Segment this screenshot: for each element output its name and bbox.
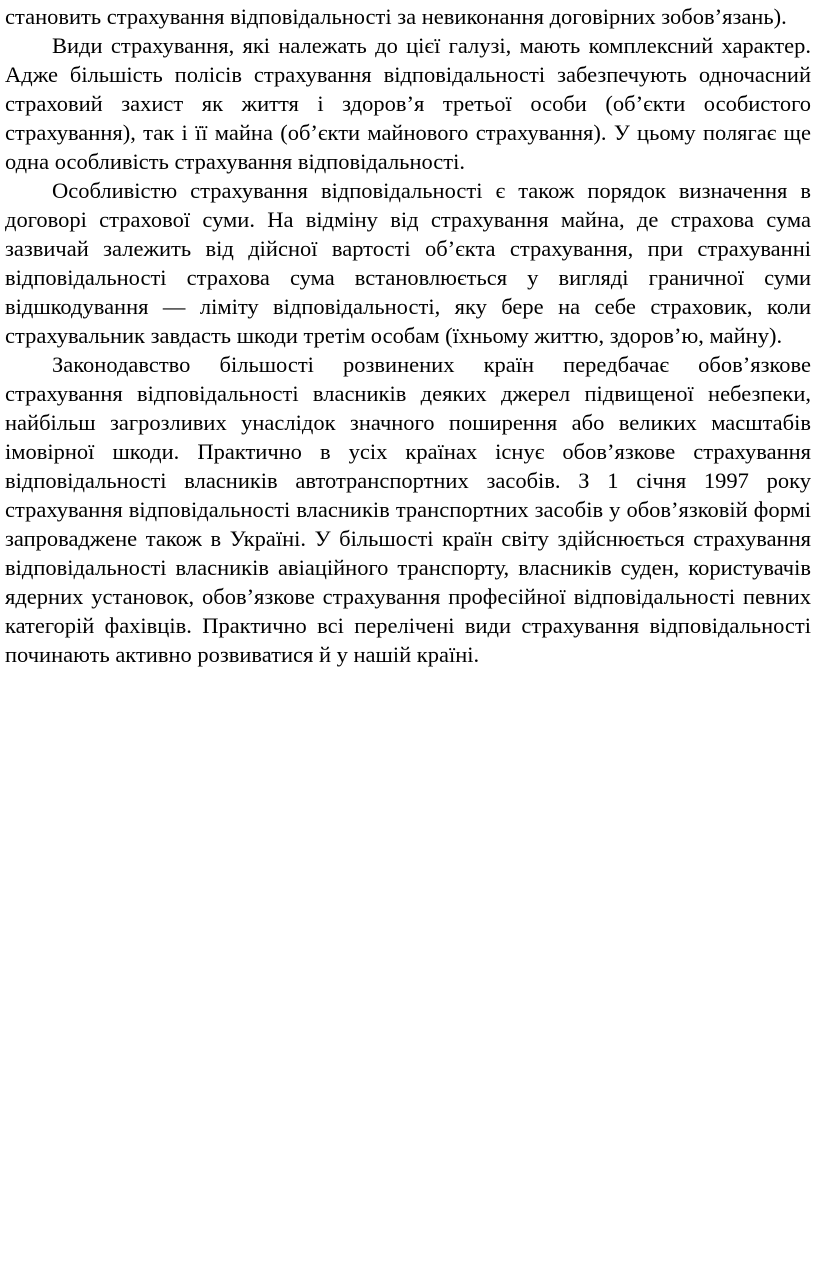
paragraph-complex-character: Види страхування, які належать до цієї галузі, мають комплексний характер. Адже більшість полісів страхування відповідальності забезпечують одночасний страховий захист як життя і здоров’я третьої особи (об’єкти особистого страхування), так і її майна (об’єкти майнового страхування). У цьому полягає ще одна особливість страхування відповідальності.	[5, 33, 811, 174]
paragraph-continuation: становить страхування відповідальності за невиконання договірних зобов’язань).	[5, 4, 787, 29]
document-body	[5, 2, 811, 669]
paragraph-mandatory-insurance: Законодавство більшості розвинених країн передбачає обов’язкове страхування відповідальності власників деяких джерел підвищеної небезпеки, найбільш загрозливих унаслідок значного поширення або великих масштабів імовірної шкоди. Практично в усіх країнах існує обов’язкове страхування відповідальності власників автотранспортних засобів. З 1 січня 1997 року страхування відповідальності власників транспортних засобів у обов’язковій формі запроваджене також в Україні. У більшості країн світу здійснюється страхування відповідальності власників авіаційного транспорту, власників суден, користувачів ядерних установок, обов’язкове страхування професійної відповідальності певних категорій фахівців. Практично всі перелічені види страхування відповідальності починають активно розвиватися й у нашій країні.	[5, 352, 811, 667]
paragraph-sum-insured: Особливістю страхування відповідальності є також порядок визначення в договорі страхової суми. На відміну від страхування майна, де страхова сума зазвичай залежить від дійсної вартості об’єкта страхування, при страхуванні відповідальності страхова сума встановлюється у вигляді граничної суми відшкодування — ліміту відповідальності, яку бере на себе страховик, коли страхувальник завдасть шкоди третім особам (їхньому життю, здоров’ю, майну).	[5, 178, 811, 348]
